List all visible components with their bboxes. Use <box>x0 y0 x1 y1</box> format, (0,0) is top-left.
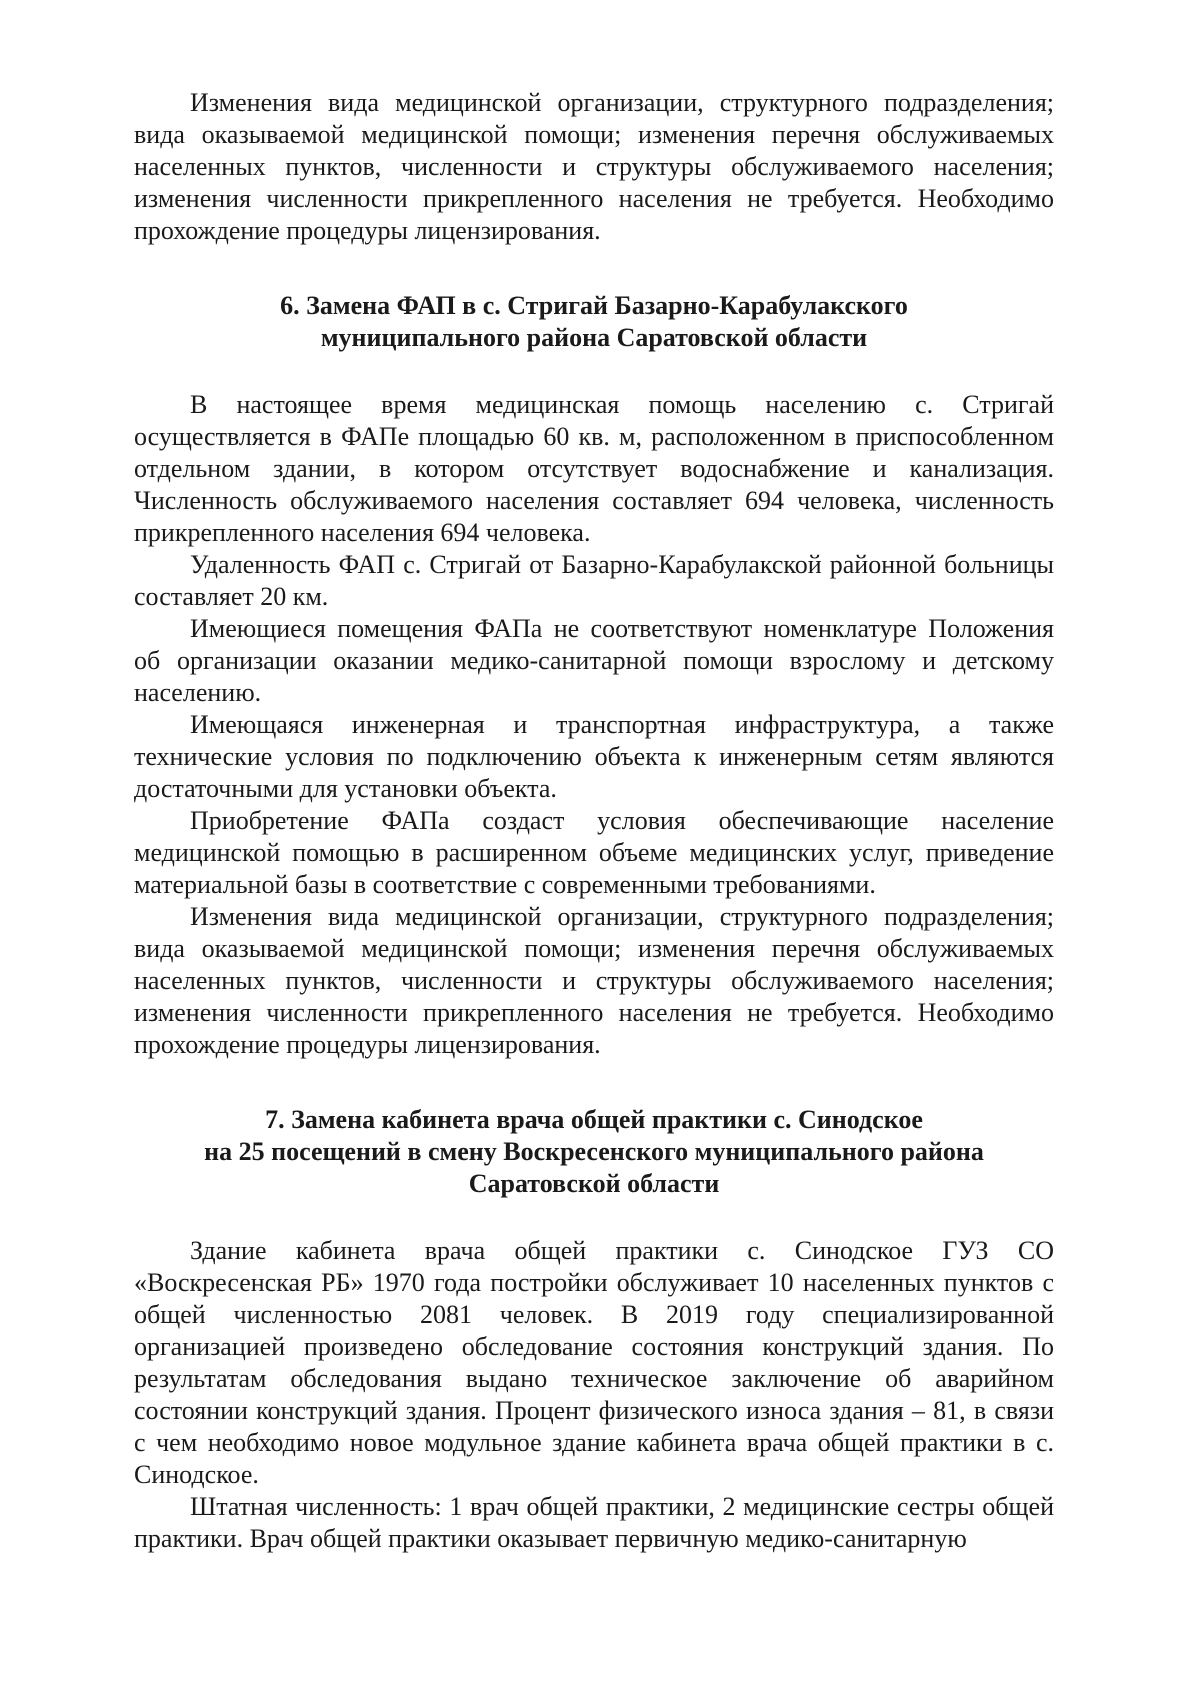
section-6-heading <box>134 290 1054 354</box>
intro-paragraph: Изменения вида медицинской организации, структурного подразделения; вида оказываемой медицинской помощи; изменения перечня обслуживаемых населенных пунктов, численности и структуры обслуживаемого населения; изменения численности прикрепленного населения не требуется. Необходимо прохождение процедуры лицензирования. <box>134 88 1054 245</box>
section-6-paragraph-2: Удаленность ФАП с. Стригай от Базарно-Карабулакской районной больницы составляет 20 км. <box>134 550 1054 611</box>
document-body <box>134 87 1054 1555</box>
section-6-heading-line-2: муниципального района Саратовской области <box>320 323 868 352</box>
section-7-heading-line-1: 7. Замена кабинета врача общей практики с. Синодское <box>265 1105 923 1134</box>
section-7-paragraph-1: Здание кабинета врача общей практики с. Синодское ГУЗ СО «Воскресенская РБ» 1970 года постройки обслуживает 10 населенных пунктов с общей численностью 2081 человек. В 2019 году специализированной организацией произведено обследование состояния конструкций здания. По результатам обследования выдано техническое заключение об аварийном состоянии конструкций здания. Процент физического износа здания – 81, в связи с чем необходимо новое модульное здание кабинета врача общей практики в с. Синодское. <box>134 1236 1054 1489</box>
section-7-paragraph-2: Штатная численность: 1 врач общей практики, 2 медицинские сестры общей практики. Врач общей практики оказывает первичную медико-санитарную <box>134 1492 1054 1553</box>
section-6-paragraph-3: Имеющиеся помещения ФАПа не соответствуют номенклатуре Положения об организации оказании медико-санитарной помощи взрослому и детскому населению. <box>134 614 1054 707</box>
section-6-heading-line-1: 6. Замена ФАП в с. Стригай Базарно-Карабулакского <box>280 291 908 320</box>
section-7-heading-line-3: Саратовской области <box>468 1169 720 1198</box>
section-7-heading-line-2: на 25 посещений в смену Воскресенского муниципального района <box>204 1137 984 1166</box>
section-6-paragraph-5: Приобретение ФАПа создаст условия обеспечивающие население медицинской помощью в расширенном объеме медицинских услуг, приведение материальной базы в соответствие с современными требованиями. <box>134 806 1054 899</box>
section-7-heading <box>134 1104 1054 1200</box>
section-6-paragraph-6: Изменения вида медицинской организации, структурного подразделения; вида оказываемой медицинской помощи; изменения перечня обслуживаемых населенных пунктов, численности и структуры обслуживаемого населения; изменения численности прикрепленного населения не требуется. Необходимо прохождение процедуры лицензирования. <box>134 902 1054 1059</box>
section-6-paragraph-4: Имеющаяся инженерная и транспортная инфраструктура, а также технические условия по подключению объекта к инженерным сетям являются достаточными для установки объекта. <box>134 710 1054 803</box>
section-6-paragraph-1: В настоящее время медицинская помощь населению с. Стригай осуществляется в ФАПе площадью 60 кв. м, расположенном в приспособленном отдельном здании, в котором отсутствует водоснабжение и канализация. Численность обслуживаемого населения составляет 694 человека, численность прикрепленного населения 694 человека. <box>134 390 1054 547</box>
